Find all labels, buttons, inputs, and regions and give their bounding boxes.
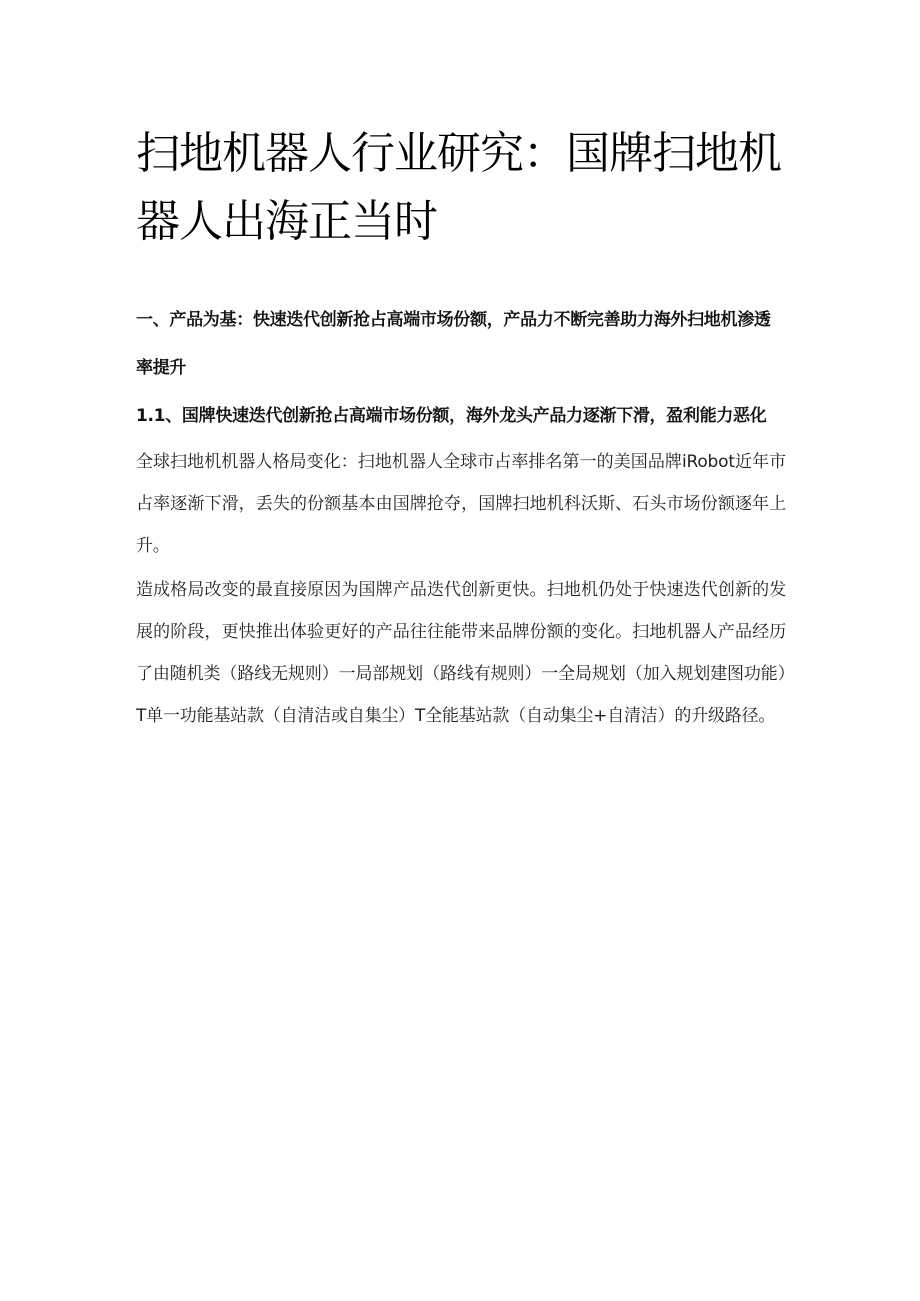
document-page (136, 120, 786, 737)
document-title: 扫地机器人行业研究：国牌扫地机器人出海正当时 (136, 128, 781, 247)
paragraph-market-landscape: 全球扫地机机器人格局变化：扫地机器人全球市占率排名第一的美国品牌iRobot近年市占率逐渐下滑，丢失的份额基本由国牌抢夺，国牌扫地机科沃斯、石头市场份额逐年上升。 (136, 452, 786, 556)
section-1-1-heading: 1.1、国牌快速迭代创新抢占高端市场份额，海外龙头产品力逐渐下滑，盈利能力恶化 (136, 406, 767, 426)
paragraph-iteration-reason: 造成格局改变的最直接原因为国牌产品迭代创新更快。扫地机仍处于快速迭代创新的发展的阶段，更快推出体验更好的产品往往能带来品牌份额的变化。扫地机器人产品经历了由随机类（路线无规则）一局部规划（路线有规则）一全局规划（加入规划建图功能）T单一功能基站款（自清洁或自集尘）T全能基站款（自动集尘+自清洁）的升级路径。 (136, 580, 786, 726)
section-1-heading: 一、产品为基：快速迭代创新抢占高端市场份额，产品力不断完善助力海外扫地机渗透率提升 (136, 310, 771, 378)
